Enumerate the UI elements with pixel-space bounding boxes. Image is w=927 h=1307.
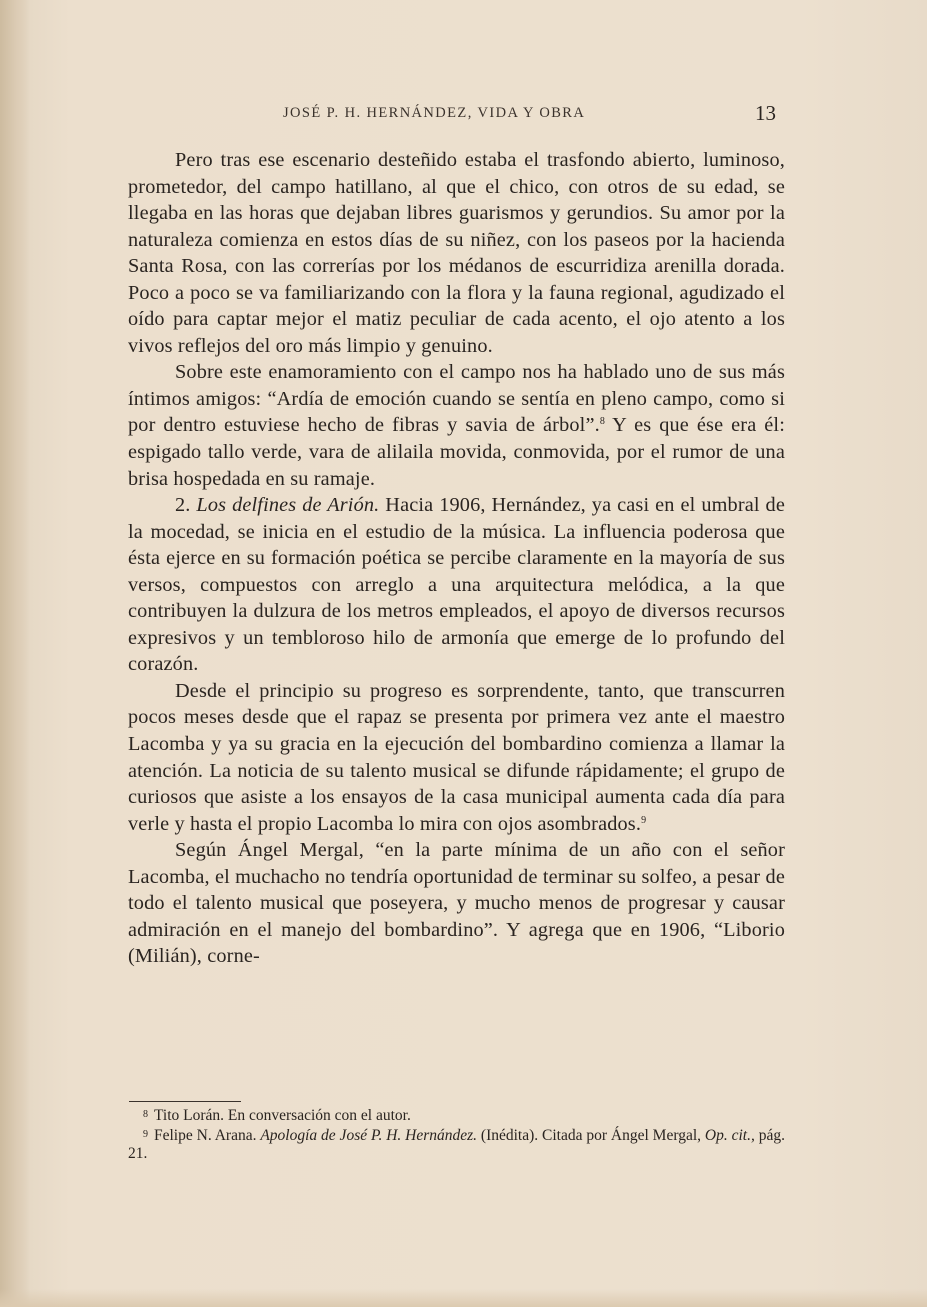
footnote-rule	[129, 1101, 241, 1102]
paragraph-3-text: Hacia 1906, Hernández, ya casi en el umbral de la mocedad, se inicia en el estudio de la música. La influencia poderosa que ésta ejerce en su formación poética se percibe claramente en la mayoría de sus versos, compuestos con arreglo a una arquitectura melódica, a la que contribuyen la dulzura de los metros empleados, el apoyo de diversos recursos expresivos y un tembloroso hilo de armonía que emerge de lo profundo del corazón.	[128, 494, 786, 676]
paragraph-3	[128, 492, 785, 678]
footnotes	[128, 1106, 785, 1164]
footnote-9-text-b: (Inédita). Citada por Ángel Mergal,	[477, 1126, 705, 1144]
paragraph-5-text: Según Ángel Mergal, “en la parte mínima de un año con el señor Lacomba, el muchacho no tendría oportunidad de terminar su solfeo, a pesar de todo el talento musical que poseyera, y mucho menos de progresar y causar admiración en el manejo del bombardino”. Y agrega que en 1906, “Liborio (Milián), corne-	[128, 839, 785, 968]
footnote-9-text-a: Felipe N. Arana.	[154, 1126, 261, 1144]
section-title: Los delfines de Arión.	[196, 494, 380, 517]
running-title: JOSÉ P. H. HERNÁNDEZ, VIDA Y OBRA	[283, 105, 586, 121]
body-text	[128, 147, 785, 970]
page-left-edge	[0, 0, 30, 1307]
paragraph-2-text-b: Y es que ése era él: espigado tallo verde, vara de alilaila movida, conmovida, por el rumor de una brisa hospedada en su ramaje.	[128, 414, 785, 490]
footnote-9-op-cit: Op. cit.,	[704, 1126, 755, 1144]
section-number: 2.	[175, 494, 197, 517]
paragraph-2	[128, 359, 785, 492]
footnote-9-title: Apología de José P. H. Hernández.	[260, 1126, 478, 1144]
footnote-8-number: 8	[143, 1109, 148, 1120]
footnote-8	[128, 1106, 785, 1126]
footnote-9-number: 9	[143, 1128, 148, 1140]
footnote-ref-9: 9	[641, 814, 647, 826]
footnote-9-text-c: pág. 21.	[128, 1126, 786, 1162]
footnote-8-text: Tito Lorán. En conversación con el autor.	[154, 1107, 411, 1124]
running-head	[0, 101, 927, 125]
paragraph-2-text-a: Sobre este enamoramiento con el campo nos ha hablado uno de sus más íntimos amigos: “Ardía de emoción cuando se sentía en pleno campo, como si por dentro estuviese hecho de fibras y savia de árbol”.	[128, 361, 785, 437]
paragraph-4-text: Desde el principio su progreso es sorprendente, tanto, que transcurren pocos meses desde que el rapaz se presenta por primera vez ante el maestro Lacomba y ya su gracia en la ejecución del bombardino comienza a llamar la atención. La noticia de su talento musical se difunde rápidamente; el grupo de curiosos que asiste a los ensayos de la casa municipal aumenta cada día para verle y hasta el propio Lacomba lo mira con ojos asombrados.	[128, 679, 785, 835]
page-number: 13	[755, 101, 776, 125]
paragraph-1	[128, 147, 785, 359]
paragraph-5	[128, 837, 785, 970]
page-bottom-edge	[0, 1289, 927, 1307]
paragraph-1-text: Pero tras ese escenario desteñido estaba el trasfondo abierto, luminoso, prometedor, del campo hatillano, al que el chico, con otros de su edad, se llegaba en las horas que dejaban libres guarismos y gerundios. Su amor por la naturaleza comienza en estos días de su niñez, con los paseos por la hacienda Santa Rosa, con las correrías por los médanos de escurridiza arenilla dorada. Poco a poco se va familiarizando con la flora y la fauna regional, agudizado el oído para captar mejor el matiz peculiar de cada acento, el ojo atento a los vivos reflejos del oro más limpio y genuino.	[128, 149, 785, 357]
paragraph-4	[128, 678, 785, 837]
footnote-ref-8: 8	[599, 416, 605, 428]
footnote-9	[128, 1126, 785, 1164]
